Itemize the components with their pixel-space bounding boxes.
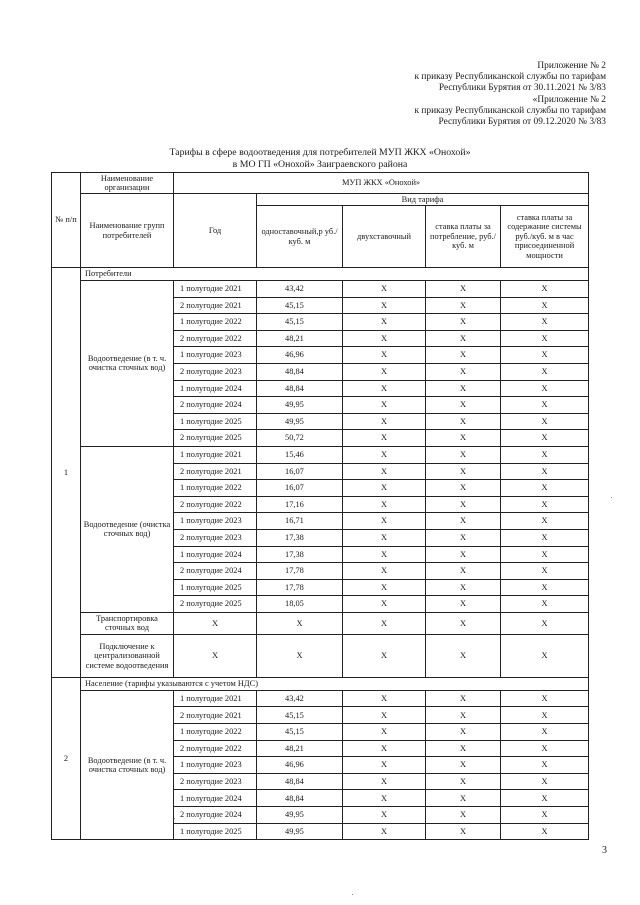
x-cell: X xyxy=(426,823,501,840)
col-header-org: Наименование организации xyxy=(81,173,174,194)
x-cell: X xyxy=(501,363,589,380)
x-cell: X xyxy=(343,634,426,677)
single-rate-value: 45,15 xyxy=(257,707,343,724)
header-line: Приложение № 2 xyxy=(537,61,606,71)
x-cell: X xyxy=(426,807,501,824)
x-cell: X xyxy=(501,397,589,414)
single-rate-value: 17,38 xyxy=(257,529,343,546)
period-cell: 2 полугодие 2023 xyxy=(174,773,257,790)
single-rate-value: 48,84 xyxy=(257,363,343,380)
single-rate-value: 17,78 xyxy=(257,563,343,580)
table-row xyxy=(52,690,589,707)
section-2-a-group-name: Водоотведение (в т. ч. очистка сточных вод) xyxy=(81,690,174,839)
period-cell: 2 полугодие 2022 xyxy=(174,740,257,757)
appendix-header xyxy=(414,61,606,128)
single-rate-value: 17,78 xyxy=(257,579,343,596)
single-rate-value: 16,07 xyxy=(257,463,343,480)
single-rate-value: 49,95 xyxy=(257,397,343,414)
col-header-rate-maint: ставка платы за содержание системы руб./куб. м в час присоединенной мощности xyxy=(501,206,589,268)
x-cell: X xyxy=(426,281,501,298)
single-rate-value: 49,95 xyxy=(257,807,343,824)
x-cell: X xyxy=(501,330,589,347)
x-cell: X xyxy=(426,612,501,634)
x-cell: X xyxy=(501,463,589,480)
x-cell: X xyxy=(426,513,501,530)
x-cell: X xyxy=(343,297,426,314)
table-row xyxy=(52,446,589,463)
x-cell: X xyxy=(501,430,589,447)
x-cell: X xyxy=(343,446,426,463)
x-cell: X xyxy=(501,690,589,707)
single-rate-value: 48,84 xyxy=(257,773,343,790)
x-cell: X xyxy=(501,757,589,774)
x-cell: X xyxy=(426,529,501,546)
x-cell: X xyxy=(343,823,426,840)
x-cell: X xyxy=(426,430,501,447)
single-rate-value: 16,07 xyxy=(257,480,343,497)
period-cell: 2 полугодие 2024 xyxy=(174,563,257,580)
section-1-b-group-name: Водоотведение (очистка сточных вод) xyxy=(81,446,174,612)
connection-row-name: Подключение к централизованной системе водоотведения xyxy=(81,634,174,677)
x-cell: X xyxy=(257,634,343,677)
period-cell: 1 полугодие 2024 xyxy=(174,546,257,563)
single-rate-value: 43,42 xyxy=(257,690,343,707)
x-cell: X xyxy=(501,790,589,807)
period-cell: 1 полугодие 2023 xyxy=(174,513,257,530)
single-rate-value: 45,15 xyxy=(257,297,343,314)
x-cell: X xyxy=(343,397,426,414)
x-cell: X xyxy=(426,496,501,513)
x-cell: X xyxy=(343,612,426,634)
x-cell: X xyxy=(343,690,426,707)
x-cell: X xyxy=(501,413,589,430)
col-header-rate-use: ставка платы за потребление, руб./ куб. м xyxy=(426,206,501,268)
single-rate-value: 16,71 xyxy=(257,513,343,530)
title-line-2: в МО ГП «Онохой» Заиграевского района xyxy=(232,158,408,170)
x-cell: X xyxy=(501,740,589,757)
table-row xyxy=(52,634,589,677)
page-number: 3 xyxy=(602,845,607,856)
x-cell: X xyxy=(501,347,589,364)
single-rate-value: 48,84 xyxy=(257,380,343,397)
x-cell: X xyxy=(501,380,589,397)
x-cell: X xyxy=(426,707,501,724)
period-cell: 2 полугодие 2023 xyxy=(174,363,257,380)
x-cell: X xyxy=(501,563,589,580)
section-1-a-group-name: Водоотведение (в т. ч. очистка сточных вод) xyxy=(81,281,174,447)
x-cell: X xyxy=(343,430,426,447)
col-header-double: двухставочный xyxy=(343,206,426,268)
x-cell: X xyxy=(426,380,501,397)
table-row xyxy=(52,268,589,281)
col-header-group: Наименование групп потребителей xyxy=(81,194,174,268)
single-rate-value: 49,95 xyxy=(257,413,343,430)
x-cell: X xyxy=(501,724,589,741)
x-cell: X xyxy=(257,612,343,634)
single-rate-value: 18,05 xyxy=(257,596,343,613)
section-2-number: 2 xyxy=(52,677,81,839)
x-cell: X xyxy=(426,546,501,563)
x-cell: X xyxy=(343,790,426,807)
x-cell: X xyxy=(343,380,426,397)
single-rate-value: 48,21 xyxy=(257,740,343,757)
header-line: Республики Бурятия от 09.12.2020 № 3/83 xyxy=(438,117,606,128)
single-rate-value: 45,15 xyxy=(257,724,343,741)
period-cell: 1 полугодие 2025 xyxy=(174,579,257,596)
x-cell: X xyxy=(501,297,589,314)
x-cell: X xyxy=(426,446,501,463)
scan-speck xyxy=(174,818,175,819)
table-row xyxy=(52,281,589,298)
col-header-single: одноставочный,р уб./ куб. м xyxy=(257,206,343,268)
x-cell: X xyxy=(343,281,426,298)
period-cell: 1 полугодие 2022 xyxy=(174,480,257,497)
x-cell: X xyxy=(343,724,426,741)
scan-speck xyxy=(611,497,612,498)
header-line: Республики Бурятия от 30.11.2021 № 3/83 xyxy=(438,83,606,94)
x-cell: X xyxy=(343,563,426,580)
period-cell: 2 полугодие 2022 xyxy=(174,330,257,347)
x-cell: X xyxy=(501,496,589,513)
x-cell: X xyxy=(426,397,501,414)
x-cell: X xyxy=(426,596,501,613)
period-cell: 1 полугодие 2022 xyxy=(174,314,257,331)
x-cell: X xyxy=(501,807,589,824)
x-cell: X xyxy=(426,297,501,314)
section-2-title: Население (тарифы указываются с учетом НДС) xyxy=(81,677,589,690)
x-cell: X xyxy=(426,579,501,596)
x-cell: X xyxy=(426,330,501,347)
transport-row-name: Транспортировка сточных вод xyxy=(81,612,174,634)
col-header-tariff-type: Вид тарифа xyxy=(257,194,589,206)
period-cell: 1 полугодие 2024 xyxy=(174,380,257,397)
single-rate-value: 15,46 xyxy=(257,446,343,463)
x-cell: X xyxy=(501,579,589,596)
period-cell: 1 полугодие 2022 xyxy=(174,724,257,741)
table-row xyxy=(52,612,589,634)
x-cell: X xyxy=(501,446,589,463)
x-cell: X xyxy=(343,413,426,430)
period-cell: 2 полугодие 2025 xyxy=(174,430,257,447)
x-cell: X xyxy=(501,314,589,331)
single-rate-value: 48,84 xyxy=(257,790,343,807)
x-cell: X xyxy=(343,740,426,757)
x-cell: X xyxy=(426,314,501,331)
x-cell: X xyxy=(501,634,589,677)
period-cell: 1 полугодие 2025 xyxy=(174,413,257,430)
x-cell: X xyxy=(426,740,501,757)
section-1-title: Потребители xyxy=(81,268,589,281)
x-cell: X xyxy=(426,790,501,807)
period-cell: 1 полугодие 2024 xyxy=(174,790,257,807)
period-cell: 2 полугодие 2025 xyxy=(174,596,257,613)
single-rate-value: 17,38 xyxy=(257,546,343,563)
title-line-1: Тарифы в сфере водоотведения для потребителей МУП ЖКХ «Онохой» xyxy=(169,147,471,158)
period-cell: 2 полугодие 2021 xyxy=(174,707,257,724)
x-cell: X xyxy=(426,724,501,741)
x-cell: X xyxy=(343,707,426,724)
x-cell: X xyxy=(343,757,426,774)
x-cell: X xyxy=(501,513,589,530)
period-cell: 1 полугодие 2025 xyxy=(174,823,257,840)
x-cell: X xyxy=(343,330,426,347)
x-cell: X xyxy=(343,480,426,497)
x-cell: X xyxy=(501,612,589,634)
scan-speck xyxy=(352,894,353,895)
x-cell: X xyxy=(343,579,426,596)
x-cell: X xyxy=(174,612,257,634)
x-cell: X xyxy=(426,363,501,380)
period-cell: 2 полугодие 2024 xyxy=(174,397,257,414)
x-cell: X xyxy=(343,513,426,530)
x-cell: X xyxy=(426,773,501,790)
document-title xyxy=(0,147,640,170)
x-cell: X xyxy=(501,773,589,790)
x-cell: X xyxy=(501,823,589,840)
table-row xyxy=(52,677,589,690)
x-cell: X xyxy=(426,463,501,480)
single-rate-value: 48,21 xyxy=(257,330,343,347)
x-cell: X xyxy=(501,529,589,546)
x-cell: X xyxy=(426,563,501,580)
single-rate-value: 46,96 xyxy=(257,347,343,364)
single-rate-value: 46,96 xyxy=(257,757,343,774)
x-cell: X xyxy=(426,480,501,497)
col-header-num: № п/п xyxy=(52,173,81,268)
x-cell: X xyxy=(343,773,426,790)
col-header-year: Год xyxy=(174,194,257,268)
period-cell: 1 полугодие 2021 xyxy=(174,281,257,298)
x-cell: X xyxy=(426,413,501,430)
period-cell: 1 полугодие 2023 xyxy=(174,347,257,364)
x-cell: X xyxy=(426,690,501,707)
single-rate-value: 43,42 xyxy=(257,281,343,298)
period-cell: 1 полугодие 2021 xyxy=(174,446,257,463)
x-cell: X xyxy=(343,463,426,480)
period-cell: 1 полугодие 2021 xyxy=(174,690,257,707)
x-cell: X xyxy=(343,314,426,331)
period-cell: 2 полугодие 2021 xyxy=(174,463,257,480)
org-name: МУП ЖКХ «Онохой» xyxy=(174,173,589,194)
x-cell: X xyxy=(343,596,426,613)
single-rate-value: 17,16 xyxy=(257,496,343,513)
x-cell: X xyxy=(343,347,426,364)
period-cell: 2 полугодие 2021 xyxy=(174,297,257,314)
x-cell: X xyxy=(343,496,426,513)
x-cell: X xyxy=(426,757,501,774)
period-cell: 2 полугодие 2024 xyxy=(174,807,257,824)
header-line: к приказу Республиканской службы по тарифам xyxy=(414,72,606,83)
x-cell: X xyxy=(501,596,589,613)
x-cell: X xyxy=(343,546,426,563)
x-cell: X xyxy=(501,707,589,724)
tariff-table xyxy=(51,172,589,840)
single-rate-value: 49,95 xyxy=(257,823,343,840)
x-cell: X xyxy=(426,634,501,677)
period-cell: 2 полугодие 2022 xyxy=(174,496,257,513)
x-cell: X xyxy=(501,480,589,497)
x-cell: X xyxy=(501,281,589,298)
single-rate-value: 50,72 xyxy=(257,430,343,447)
header-line: к приказу Республиканской службы по тарифам xyxy=(414,105,606,116)
period-cell: 1 полугодие 2023 xyxy=(174,757,257,774)
x-cell: X xyxy=(174,634,257,677)
x-cell: X xyxy=(343,529,426,546)
period-cell: 2 полугодие 2023 xyxy=(174,529,257,546)
x-cell: X xyxy=(343,363,426,380)
header-line: «Приложение № 2 xyxy=(532,94,606,105)
x-cell: X xyxy=(426,347,501,364)
x-cell: X xyxy=(343,807,426,824)
single-rate-value: 45,15 xyxy=(257,314,343,331)
x-cell: X xyxy=(501,546,589,563)
section-1-number: 1 xyxy=(52,268,81,678)
